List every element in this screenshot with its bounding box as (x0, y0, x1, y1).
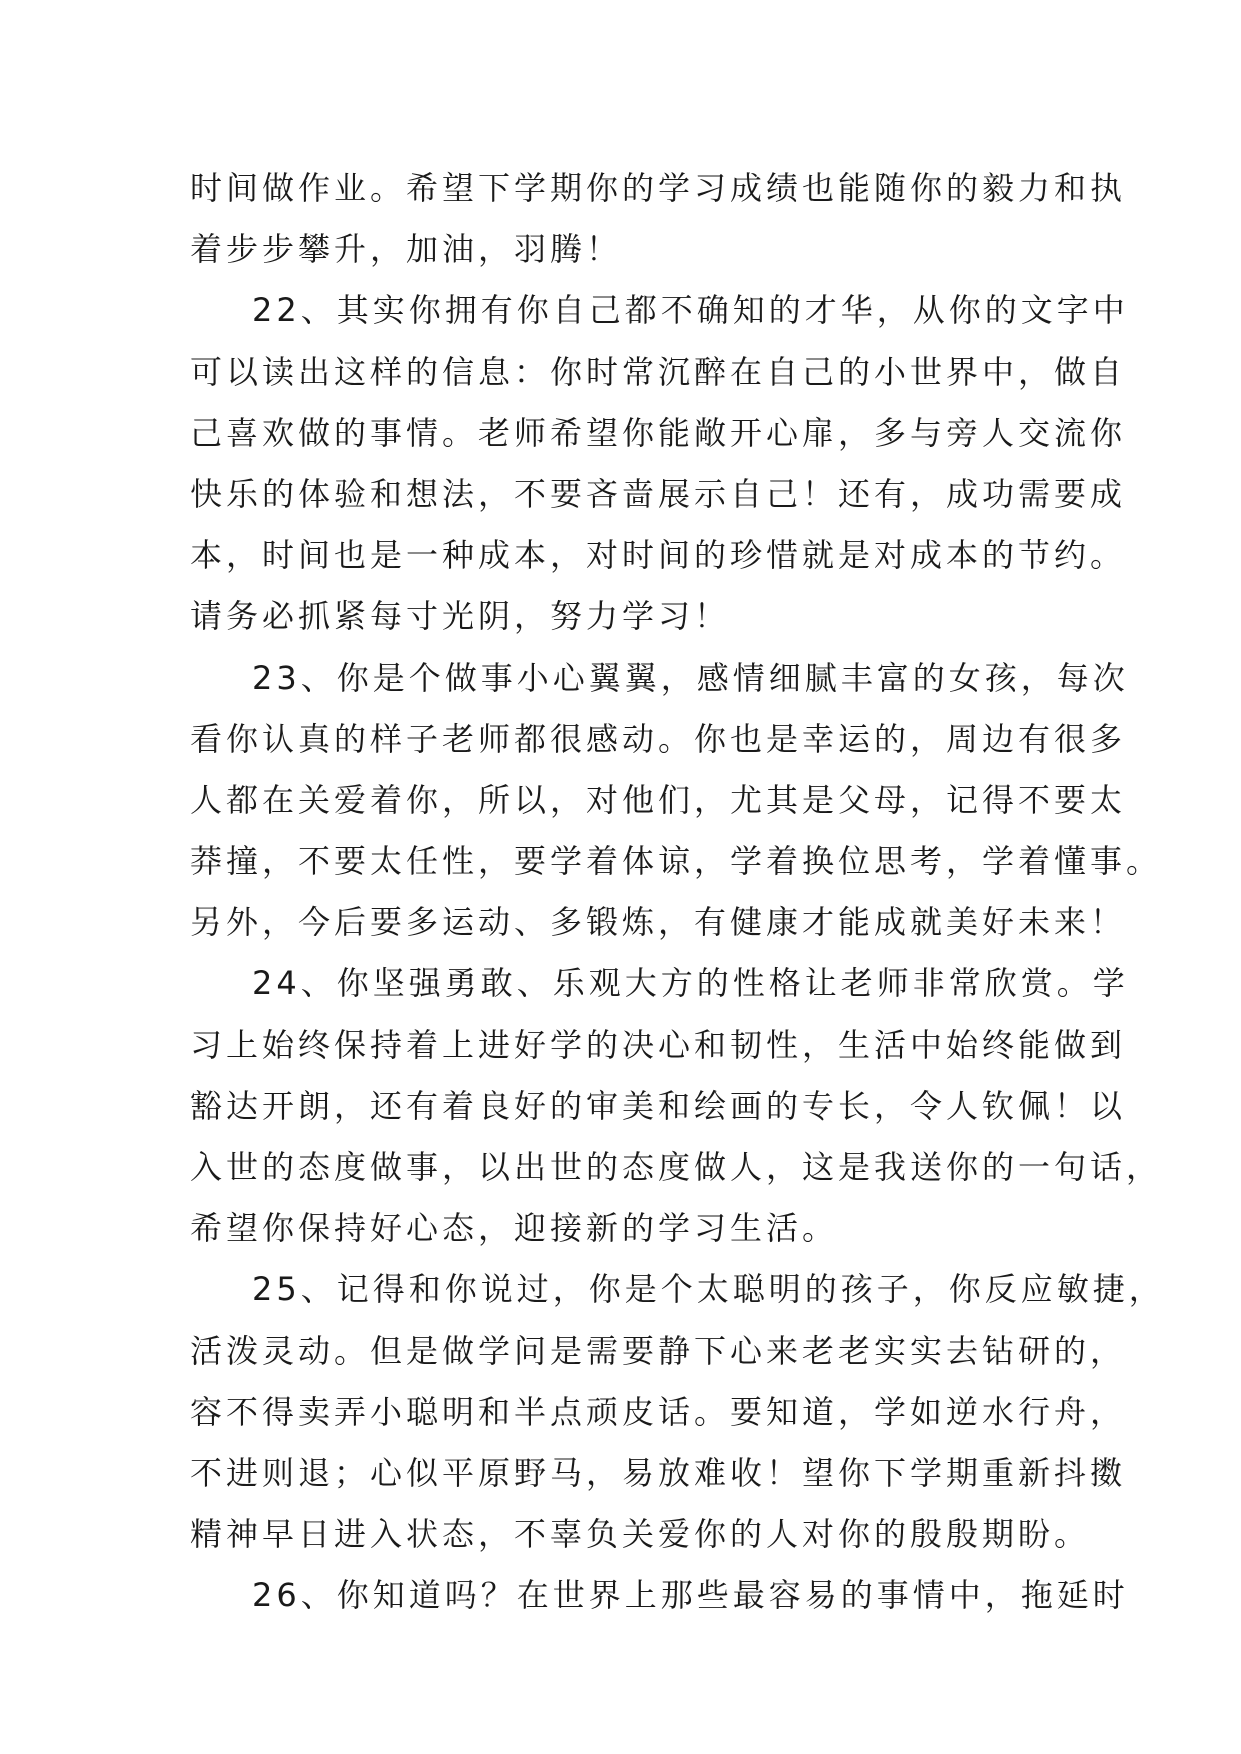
text-line: 请务必抓紧每寸光阴，努力学习！ (190, 597, 731, 636)
text-line: 容不得卖弄小聪明和半点顽皮话。要知道，学如逆水行舟， (190, 1392, 1127, 1431)
text-line: 本，时间也是一种成本，对时间的珍惜就是对成本的节约。 (190, 536, 1127, 575)
text-line: 人都在关爱着你，所以，对他们，尤其是父母，记得不要太 (190, 780, 1127, 819)
text-line: 入世的态度做事，以出世的态度做人，这是我送你的一句话， (190, 1148, 1163, 1186)
text-line: 莽撞，不要太任性，要学着体谅，学着换位思考，学着懂事。 (190, 842, 1163, 881)
text-line: 习上始终保持着上进好学的决心和韧性，生活中始终能做到 (190, 1025, 1127, 1064)
text-line: 另外，今后要多运动、多锻炼，有健康才能成就美好未来！ (190, 903, 1127, 942)
text-line: 着步步攀升，加油，羽腾！ (190, 230, 623, 269)
text-line: 豁达开朗，还有着良好的审美和绘画的专长，令人钦佩！以 (190, 1086, 1127, 1125)
paragraph-first-line: 22、其实你拥有你自己都不确知的才华，从你的文字中 (252, 291, 1129, 330)
text-line: 时间做作业。希望下学期你的学习成绩也能随你的毅力和执 (190, 169, 1127, 207)
text-line: 己喜欢做的事情。老师希望你能敞开心扉，多与旁人交流你 (190, 413, 1127, 452)
text-line: 看你认真的样子老师都很感动。你也是幸运的，周边有很多 (190, 719, 1127, 758)
text-line: 不进则退；心似平原野马，易放难收！望你下学期重新抖擞 (190, 1453, 1127, 1492)
text-line: 可以读出这样的信息：你时常沉醉在自己的小世界中，做自 (190, 352, 1127, 391)
text-line: 精神早日进入状态，不辜负关爱你的人对你的殷殷期盼。 (190, 1515, 1091, 1554)
paragraph-first-line: 25、记得和你说过，你是个太聪明的孩子，你反应敏捷， (252, 1270, 1165, 1309)
text-line: 活泼灵动。但是做学问是需要静下心来老老实实去钻研的， (190, 1331, 1127, 1370)
paragraph-first-line: 24、你坚强勇敢、乐观大方的性格让老师非常欣赏。学 (252, 964, 1129, 1003)
paragraph-first-line: 23、你是个做事小心翼翼，感情细腻丰富的女孩，每次 (252, 658, 1129, 697)
text-line: 快乐的体验和想法，不要吝啬展示自己！还有，成功需要成 (190, 474, 1127, 513)
paragraph-first-line: 26、你知道吗？在世界上那些最容易的事情中，拖延时 (252, 1576, 1129, 1615)
text-line: 希望你保持好心态，迎接新的学习生活。 (190, 1209, 839, 1248)
document-body (190, 158, 1165, 1627)
